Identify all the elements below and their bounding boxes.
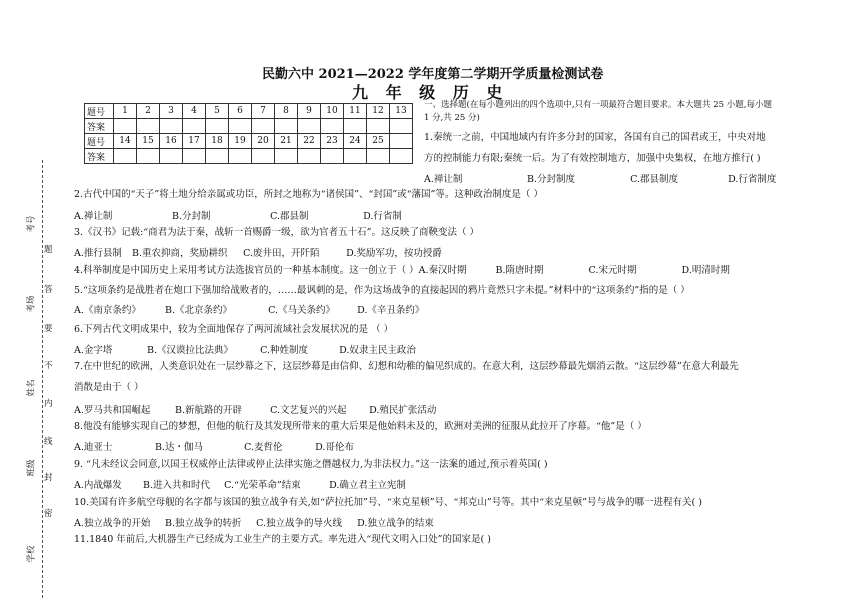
answer-cell[interactable] (344, 149, 367, 164)
answer-cell[interactable] (183, 119, 206, 134)
section-instructions (424, 99, 772, 125)
answer-cell[interactable] (229, 119, 252, 134)
question-number: 9 (298, 104, 321, 119)
answer-cell[interactable] (298, 119, 321, 134)
question-text: 方的控制能力有限;秦统一后。为了有效控制地方，加强中央集权，在地方推行( ) (424, 153, 761, 164)
option[interactable]: D.明清时期 (681, 265, 730, 276)
answer-cell[interactable] (160, 149, 183, 164)
question-number: 3 (160, 104, 183, 119)
table-row (85, 134, 413, 149)
question-number: 16 (160, 134, 183, 149)
question-number: 15 (137, 134, 160, 149)
option[interactable]: C.废井田，开阡陌 (243, 248, 320, 259)
question-11 (74, 531, 491, 545)
row-label: 题号 (85, 134, 114, 149)
option[interactable]: C.独立战争的导火线 (256, 518, 343, 529)
question-number: 17 (183, 134, 206, 149)
section-instructions-line: 一、选择题(在每小题列出的四个选项中,只有一项最符合题目要求。本大题共 25 小题,每小题 (424, 100, 772, 110)
option[interactable]: D.确立君主立宪制 (329, 480, 406, 491)
option[interactable]: C.宋元时期 (588, 265, 637, 276)
option[interactable]: A.禅让制 (74, 211, 113, 222)
question-6 (74, 319, 416, 361)
question-number: 18 (206, 134, 229, 149)
table-row (85, 119, 413, 134)
question-number: 1 (114, 104, 137, 119)
score-table (84, 103, 413, 164)
answer-cell[interactable] (344, 119, 367, 134)
option[interactable]: A.推行县制 (74, 248, 122, 259)
row-label: 答案 (85, 149, 114, 164)
option[interactable]: C.郡县制度 (630, 174, 679, 185)
answer-cell[interactable] (252, 149, 275, 164)
question-options (74, 243, 479, 264)
question-text: 8.他没有能够实现自己的梦想，但他的航行及其发现所带来的重大后果是他始料未及的，欧洲对美洲的征服从此拉开了序幕。“他”是（ ） (74, 421, 647, 432)
option[interactable]: B.分封制度 (527, 174, 576, 185)
option[interactable]: A.内战爆发 (74, 480, 122, 491)
answer-cell[interactable] (160, 119, 183, 134)
answer-cell[interactable] (252, 119, 275, 134)
question-text: 7.在中世纪的欧洲，人类意识处在一层纱幕之下，这层纱幕是由信仰、幻想和幼稚的偏见织成的。在意大利，这层纱幕最先烟消云散。“这层纱幕”在意大利最先 (74, 361, 739, 372)
question-10 (74, 492, 702, 534)
question-number: 21 (275, 134, 298, 149)
question-options (74, 301, 690, 321)
question-text: 1.秦统一之前，中国地域内有许多分封的国家，各国有自己的国君或王，中央对地 (424, 132, 766, 143)
question-9 (74, 454, 548, 496)
seal-char: 封 (44, 473, 53, 483)
option[interactable]: B.新航路的开辟 (175, 405, 243, 416)
answer-cell[interactable] (275, 119, 298, 134)
class-label: 班级 (26, 459, 37, 477)
question-text: 4.科举制度是中国历史上采用考试方法选拔官员的一种基本制度。这一创立于（ ）A.秦汉时期 (74, 265, 467, 276)
option[interactable]: A.《南京条约》 (74, 305, 141, 316)
question-1 (424, 127, 776, 190)
question-text: 5.“这项条约是战胜者在炮口下强加给战败者的，……最讽刺的是，作为这场战争的直接起因的鸦片竟然只字未提。”材料中的“这项条约”指的是（ ） (74, 285, 690, 296)
option[interactable]: C.郡县制 (270, 211, 309, 222)
answer-cell[interactable] (206, 119, 229, 134)
question-text: 10.美国有许多航空母舰的名字都与该国的独立战争有关,如“萨拉托加”号、“来克星顿”号、“邦克山”号等。其中“来克星顿”号与战争的哪一进程有关( ) (74, 497, 702, 508)
question-text: 6.下列古代文明成果中，较为全面地保存了两河流域社会发展状况的是 （ ） (74, 324, 394, 335)
option[interactable]: A.独立战争的开始 (74, 518, 151, 529)
seal-char: 要 (44, 324, 53, 334)
option[interactable]: D.行省制 (363, 211, 402, 222)
option[interactable]: D.哥伦布 (315, 442, 354, 453)
question-number: 7 (252, 104, 275, 119)
question-number: 11 (344, 104, 367, 119)
answer-cell[interactable] (183, 149, 206, 164)
empty-cell (390, 134, 413, 149)
answer-cell[interactable] (114, 149, 137, 164)
question-text: 消散是由于（ ） (74, 382, 144, 393)
seal-char: 答 (44, 285, 53, 295)
question-number: 24 (344, 134, 367, 149)
answer-cell[interactable] (321, 149, 344, 164)
seal-char: 不 (44, 361, 53, 371)
question-number: 4 (183, 104, 206, 119)
option[interactable]: B.重农抑商，奖励耕织 (132, 248, 228, 259)
seal-char: 密 (44, 509, 53, 519)
binding-dashed-line (42, 160, 43, 598)
option[interactable]: D.《辛丑条约》 (357, 305, 425, 316)
question-number: 23 (321, 134, 344, 149)
option[interactable]: B.《北京条约》 (165, 305, 233, 316)
answer-cell[interactable] (275, 149, 298, 164)
question-3 (74, 222, 479, 264)
option[interactable]: D.独立战争的结束 (357, 518, 434, 529)
answer-cell[interactable] (321, 119, 344, 134)
option[interactable]: A.金字塔 (74, 345, 113, 356)
option[interactable]: D.行省制度 (728, 174, 777, 185)
question-number: 10 (321, 104, 344, 119)
option[interactable]: B.进入共和时代 (143, 480, 211, 491)
option[interactable]: A.罗马共和国崛起 (74, 405, 151, 416)
name-label: 姓名 (26, 379, 37, 397)
option[interactable]: D.奖励军功，按功授爵 (346, 248, 442, 259)
table-row (85, 149, 413, 164)
subject-title: 九 年 级 历 史 (352, 83, 509, 102)
question-text: 3.《汉书》记载:“商君为法于秦，战斩一首赐爵一级，欲为官者五十石”。这反映了商鞅变法（ ） (74, 227, 479, 238)
option[interactable]: D.殖民扩张活动 (369, 405, 437, 416)
question-text: 2.古代中国的“天子”将土地分给亲属或功臣，所封之地称为“诸侯国”、“封国”或“藩国”等。这种政治制度是（ ） (74, 189, 543, 200)
question-text: 11.1840 年前后,大机器生产已经成为工业生产的主要方式。率先进入“现代文明入口处”的国家是( ) (74, 534, 491, 545)
question-number: 20 (252, 134, 275, 149)
answer-cell[interactable] (367, 149, 390, 164)
question-5 (74, 281, 690, 321)
option[interactable]: B.独立战争的转折 (165, 518, 242, 529)
option[interactable]: B.《汉谟拉比法典》 (147, 345, 234, 356)
question-number: 13 (390, 104, 413, 119)
exam-number-label: 考号 (26, 215, 37, 233)
question-4 (74, 262, 730, 276)
answer-cell[interactable] (390, 119, 413, 134)
seal-char: 内 (44, 399, 53, 409)
answer-cell[interactable] (206, 149, 229, 164)
row-label: 答案 (85, 119, 114, 134)
question-7 (74, 356, 739, 421)
question-number: 8 (275, 104, 298, 119)
question-number: 12 (367, 104, 390, 119)
school-label: 学校 (26, 545, 37, 563)
question-text: 9. “凡未经议会同意,以国王权威停止法律或停止法律实施之僭越权力,为非法权力。”这一法案的通过,预示着英国( ) (74, 459, 548, 470)
option[interactable]: C.麦哲伦 (244, 442, 283, 453)
question-number: 5 (206, 104, 229, 119)
answer-cell[interactable] (137, 149, 160, 164)
answer-cell[interactable] (229, 149, 252, 164)
exam-title: 民勤六中 2021—2022 学年度第二学期开学质量检测试卷 (262, 67, 604, 82)
question-number: 19 (229, 134, 252, 149)
option[interactable]: C.“光荣革命”结束 (224, 480, 301, 491)
question-number: 2 (137, 104, 160, 119)
option[interactable]: B.分封制 (172, 211, 211, 222)
question-number: 6 (229, 104, 252, 119)
option[interactable]: D.奴隶主民主政治 (339, 345, 416, 356)
option[interactable]: C.种姓制度 (260, 345, 309, 356)
answer-cell[interactable] (114, 119, 137, 134)
answer-cell[interactable] (137, 119, 160, 134)
question-number: 22 (298, 134, 321, 149)
section-instructions-line: 1 分,共 25 分) (424, 113, 480, 123)
question-number: 14 (114, 134, 137, 149)
option[interactable]: A.迪亚士 (74, 442, 113, 453)
answer-cell[interactable] (298, 149, 321, 164)
empty-cell (390, 149, 413, 164)
seal-char: 线 (44, 437, 53, 447)
question-8 (74, 416, 647, 458)
row-label: 题号 (85, 104, 114, 119)
seal-char: 题 (44, 245, 53, 255)
table-row (85, 104, 413, 119)
question-number: 25 (367, 134, 390, 149)
option[interactable]: B.达・伽马 (155, 442, 204, 453)
option[interactable]: B.隋唐时期 (495, 265, 544, 276)
answer-cell[interactable] (367, 119, 390, 134)
exam-room-label: 考场 (26, 295, 37, 313)
option[interactable]: C.文艺复兴的兴起 (270, 405, 347, 416)
option[interactable]: A.禅让制 (424, 174, 463, 185)
option[interactable]: C.《马关条约》 (268, 305, 336, 316)
